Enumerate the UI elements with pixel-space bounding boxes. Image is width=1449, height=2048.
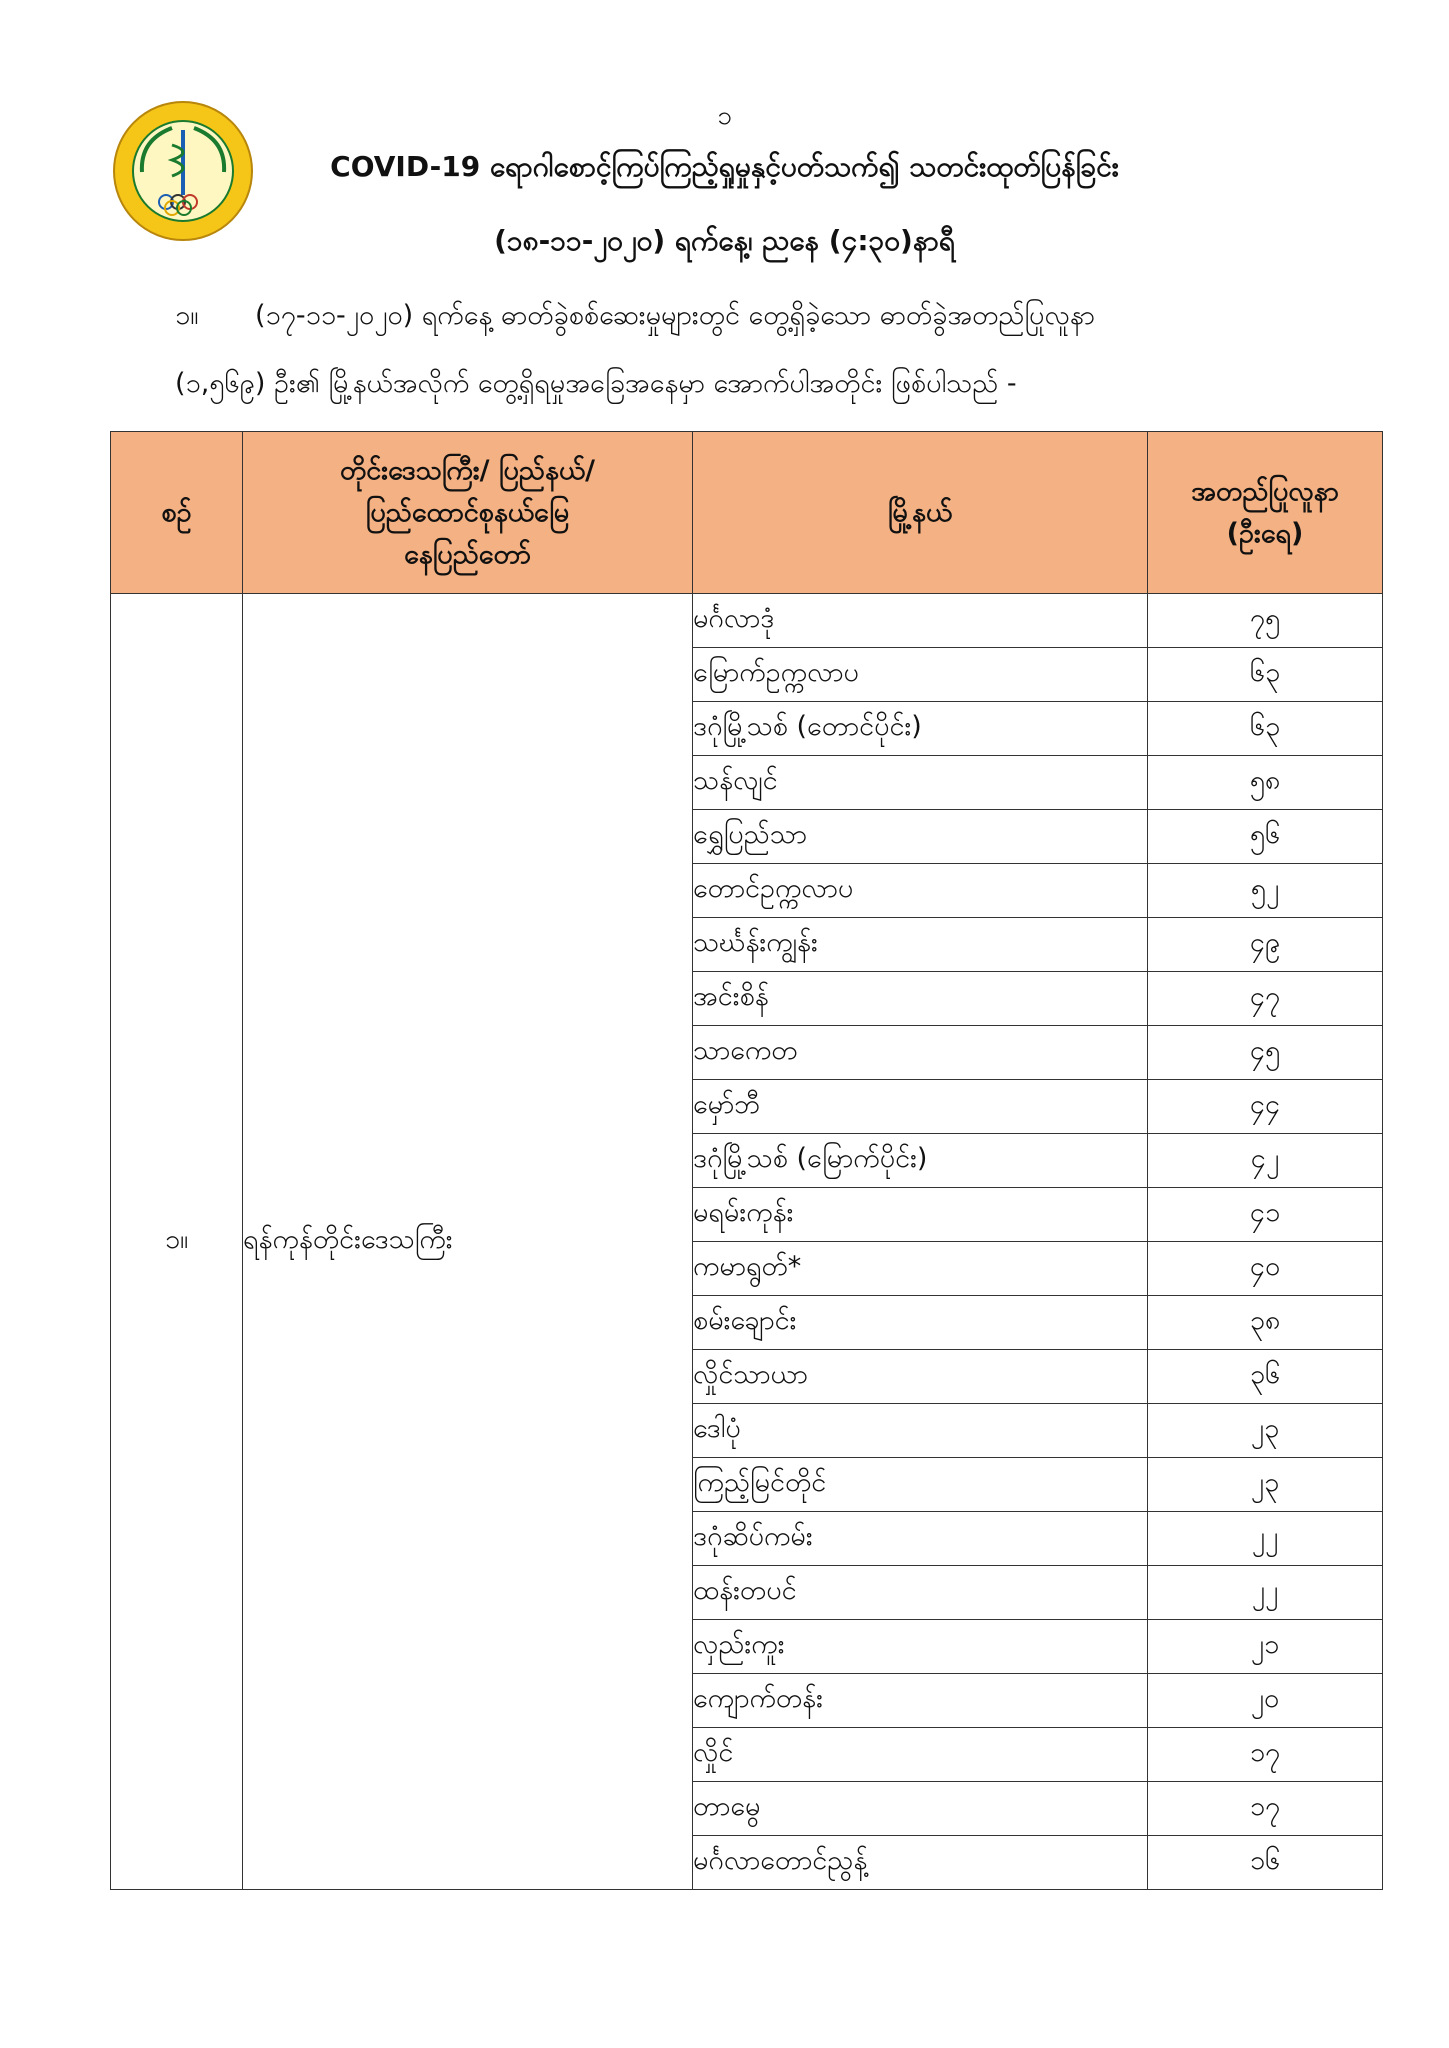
header-count-line1: အတည်ပြုလူနာ — [1191, 475, 1339, 507]
count-cell: ၅၆ — [1148, 810, 1383, 864]
header-region — [243, 432, 693, 594]
count-cell: ၄၀ — [1148, 1242, 1383, 1296]
township-cell: လှည်းကူး — [693, 1620, 1148, 1674]
count-cell: ၂၀ — [1148, 1674, 1383, 1728]
township-cell: မြောက်ဥက္ကလာပ — [693, 648, 1148, 702]
count-cell: ၁၇ — [1148, 1782, 1383, 1836]
count-cell: ၂၁ — [1148, 1620, 1383, 1674]
count-cell: ၄၂ — [1148, 1134, 1383, 1188]
header-region-line2: ပြည်ထောင်စုနယ်မြေ — [365, 496, 570, 528]
count-cell: ၂၂ — [1148, 1566, 1383, 1620]
township-cell: အင်းစိန် — [693, 972, 1148, 1026]
count-cell: ၃၈ — [1148, 1296, 1383, 1350]
header-township: မြို့နယ် — [693, 432, 1148, 594]
township-cell: သင်္ဃန်းကျွန်း — [693, 918, 1148, 972]
count-cell: ၂၃ — [1148, 1458, 1383, 1512]
township-cell: စမ်းချောင်း — [693, 1296, 1148, 1350]
township-cell: ကျောက်တန်း — [693, 1674, 1148, 1728]
count-cell: ၂၃ — [1148, 1404, 1383, 1458]
township-cell: လှိုင်သာယာ — [693, 1350, 1148, 1404]
township-cell: ဒဂုံမြို့သစ် (တောင်ပိုင်း) — [693, 702, 1148, 756]
count-cell: ၄၄ — [1148, 1080, 1383, 1134]
count-cell: ၄၅ — [1148, 1026, 1383, 1080]
count-cell: ၃၆ — [1148, 1350, 1383, 1404]
region-cell: ရန်ကုန်တိုင်းဒေသကြီး — [243, 594, 693, 1890]
intro-paragraph-line2 — [175, 366, 1375, 406]
township-cell: မရမ်းကုန်း — [693, 1188, 1148, 1242]
township-cell: ကြည့်မြင်တိုင် — [693, 1458, 1148, 1512]
page-number: ၁ — [717, 101, 732, 131]
count-cell: ၁၇ — [1148, 1728, 1383, 1782]
header-count-line2: (ဦးရေ) — [1226, 517, 1304, 549]
township-cell: မင်္ဂလာတောင်ညွန့် — [693, 1836, 1148, 1890]
township-cell: မှော်ဘီ — [693, 1080, 1148, 1134]
intro-paragraph-line1 — [175, 298, 1375, 338]
township-cell: မင်္ဂလာဒုံ — [693, 594, 1148, 648]
township-cell: သန်လျင် — [693, 756, 1148, 810]
table-row — [111, 594, 1383, 648]
header-serial: စဉ် — [111, 432, 243, 594]
document-subtitle: (၁၈-၁၁-၂၀၂၀) ရက်နေ့၊ ညနေ (၄:၃၀)နာရီ — [494, 224, 955, 257]
count-cell: ၄၁ — [1148, 1188, 1383, 1242]
township-cell: လှိုင် — [693, 1728, 1148, 1782]
paragraph-text-line1: (၁၇-၁၁-၂၀၂၀) ရက်နေ့ ဓာတ်ခွဲစစ်ဆေးမှုများတွင် တွေ့ရှိခဲ့သော ဓာတ်ခွဲအတည်ပြုလူနာ — [255, 300, 1095, 331]
township-cell: ရွှေပြည်သာ — [693, 810, 1148, 864]
count-cell: ၅၂ — [1148, 864, 1383, 918]
header-count — [1148, 432, 1383, 594]
township-cell: ဒဂုံမြို့သစ် (မြောက်ပိုင်း) — [693, 1134, 1148, 1188]
header-region-line1: တိုင်းဒေသကြီး/ ပြည်နယ်/ — [339, 454, 596, 486]
document-title: COVID-19 ရောဂါစောင့်ကြပ်ကြည့်ရှုမှုနှင့်ပတ်သက်၍ သတင်းထုတ်ပြန်ခြင်း — [330, 150, 1119, 183]
count-cell: ၂၂ — [1148, 1512, 1383, 1566]
township-cases-table — [110, 431, 1383, 1890]
township-cell: ထန်းတပင် — [693, 1566, 1148, 1620]
township-cell: သာကေတ — [693, 1026, 1148, 1080]
table-header-row — [111, 432, 1383, 594]
count-cell: ၇၅ — [1148, 594, 1383, 648]
count-cell: ၄၉ — [1148, 918, 1383, 972]
township-cell: ကမာရွတ်* — [693, 1242, 1148, 1296]
count-cell: ၆၃ — [1148, 702, 1383, 756]
serial-cell: ၁။ — [111, 594, 243, 1890]
count-cell: ၁၆ — [1148, 1836, 1383, 1890]
header-region-line3: နေပြည်တော် — [404, 538, 531, 570]
township-cell: ဒဂုံဆိပ်ကမ်း — [693, 1512, 1148, 1566]
count-cell: ၅၈ — [1148, 756, 1383, 810]
paragraph-text-line2: (၁,၅၆၉) ဦး၏ မြို့နယ်အလိုက် တွေ့ရှိရမှုအခြေအနေမှာ အောက်ပါအတိုင်း ဖြစ်ပါသည် - — [175, 368, 1017, 399]
township-cell: တောင်ဥက္ကလာပ — [693, 864, 1148, 918]
paragraph-number: ၁။ — [175, 300, 199, 331]
township-cell: တာမွေ — [693, 1782, 1148, 1836]
count-cell: ၆၃ — [1148, 648, 1383, 702]
township-cell: ဒေါပုံ — [693, 1404, 1148, 1458]
count-cell: ၄၇ — [1148, 972, 1383, 1026]
